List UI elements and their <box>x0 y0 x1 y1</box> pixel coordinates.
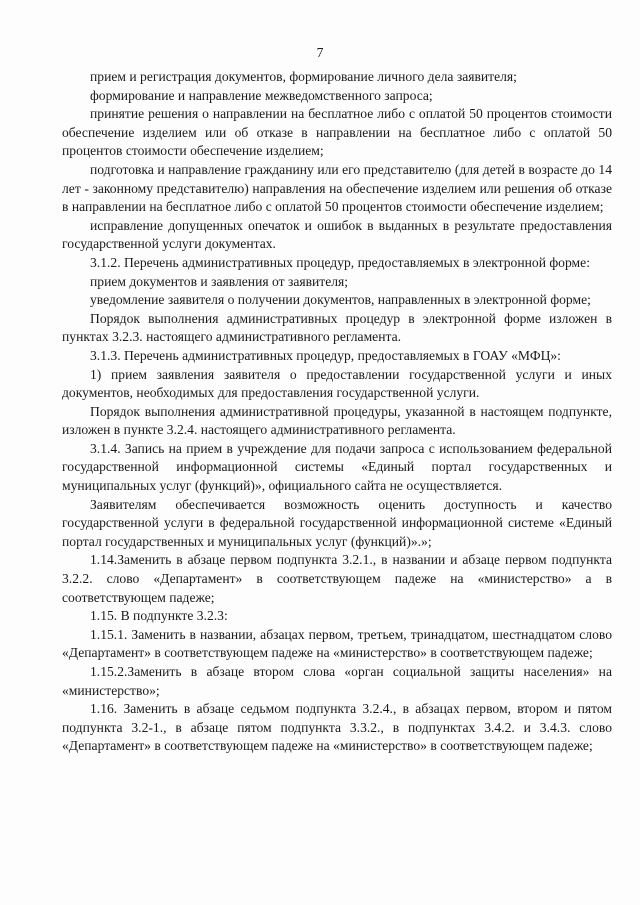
paragraph: исправление допущенных опечаток и ошибок в выданных в результате предоставления государственной услуги документах. <box>62 217 612 252</box>
paragraph: уведомление заявителя о получении документов, направленных в электронной форме; <box>90 292 591 308</box>
page-number: 7 <box>316 45 324 60</box>
paragraph: принятие решения о направлении на бесплатное либо с оплатой 50 процентов стоимости обеспечение изделием или об отказе в направлении на бесплатное либо с оплатой 50 процентов стоимости обеспечение изделием; <box>62 106 612 159</box>
paragraph: 1.15.2.Заменить в абзаце втором слова «орган социальной защиты населения» на «министерство»; <box>62 664 612 698</box>
paragraph: подготовка и направление гражданину или его представителю (для детей в возрасте до 14 лет - законному представителю) направления на обеспечение изделием или решения об отказе в направлении на бесплатное либо с оплатой 50 процентов стоимости обеспечение изделием; <box>62 161 612 215</box>
paragraph: 1.15. В подпункте 3.2.3: <box>90 608 228 624</box>
paragraph: Порядок выполнения административной процедуры, указанной в настоящем подпункте, изложен в пункте 3.2.4. настоящего административного регламента. <box>62 403 612 438</box>
paragraph: прием и регистрация документов, формирование личного дела заявителя; <box>90 69 517 84</box>
paragraph: прием документов и заявления от заявителя; <box>90 273 349 289</box>
paragraph: 3.1.3. Перечень административных процедур, предоставляемых в ГОАУ «МФЦ»: <box>90 347 561 363</box>
paragraph: 1.14.Заменить в абзаце первом подпункта 3.2.1., в названии и абзаце первом подпункта 3.2.2. слово «Департамент» в соответствующем падеже на «министерство» а в соответствующем падеже; <box>62 552 612 605</box>
paragraph: 1.16. Заменить в абзаце седьмом подпункта 3.2.4., в абзацах первом, втором и пятом подпункта 3.2-1., в абзаце пятом подпункта 3.3.2., в подпунктах 3.4.2. и 3.4.3. слово «Департамент» в соответствующем падеже на «министерство» в соответствующем падеже; <box>62 701 612 754</box>
paragraph: 1) прием заявления заявителя о предоставлении государственной услуги и иных документов, необходимых для предоставления государственной услуги. <box>62 366 612 401</box>
paragraph: 1.15.1. Заменить в названии, абзацах первом, третьем, тринадцатом, шестнадцатом слово «Департамент» в соответствующем падеже на «министерство» в соответствующем падеже; <box>62 626 612 661</box>
paragraph: Порядок выполнения административных процедур в электронной форме изложен в пунктах 3.2.3. настоящего административного регламента. <box>62 310 612 345</box>
document-body <box>62 68 612 756</box>
paragraph: Заявителям обеспечивается возможность оценить доступность и качество государственной услуги в федеральной государственной информационной системе «Единый портал государственных и муниципальных услуг (функций)».»; <box>62 496 612 549</box>
paragraph: 3.1.4. Запись на прием в учреждение для подачи запроса с использованием федеральной государственной информационной системы «Единый портал государственных и муниципальных услуг (функций)», официального сайта не осуществляется. <box>62 440 612 494</box>
paragraph: 3.1.2. Перечень административных процедур, предоставляемых в электронной форме: <box>90 254 590 270</box>
paragraph: формирование и направление межведомственного запроса; <box>90 87 433 103</box>
